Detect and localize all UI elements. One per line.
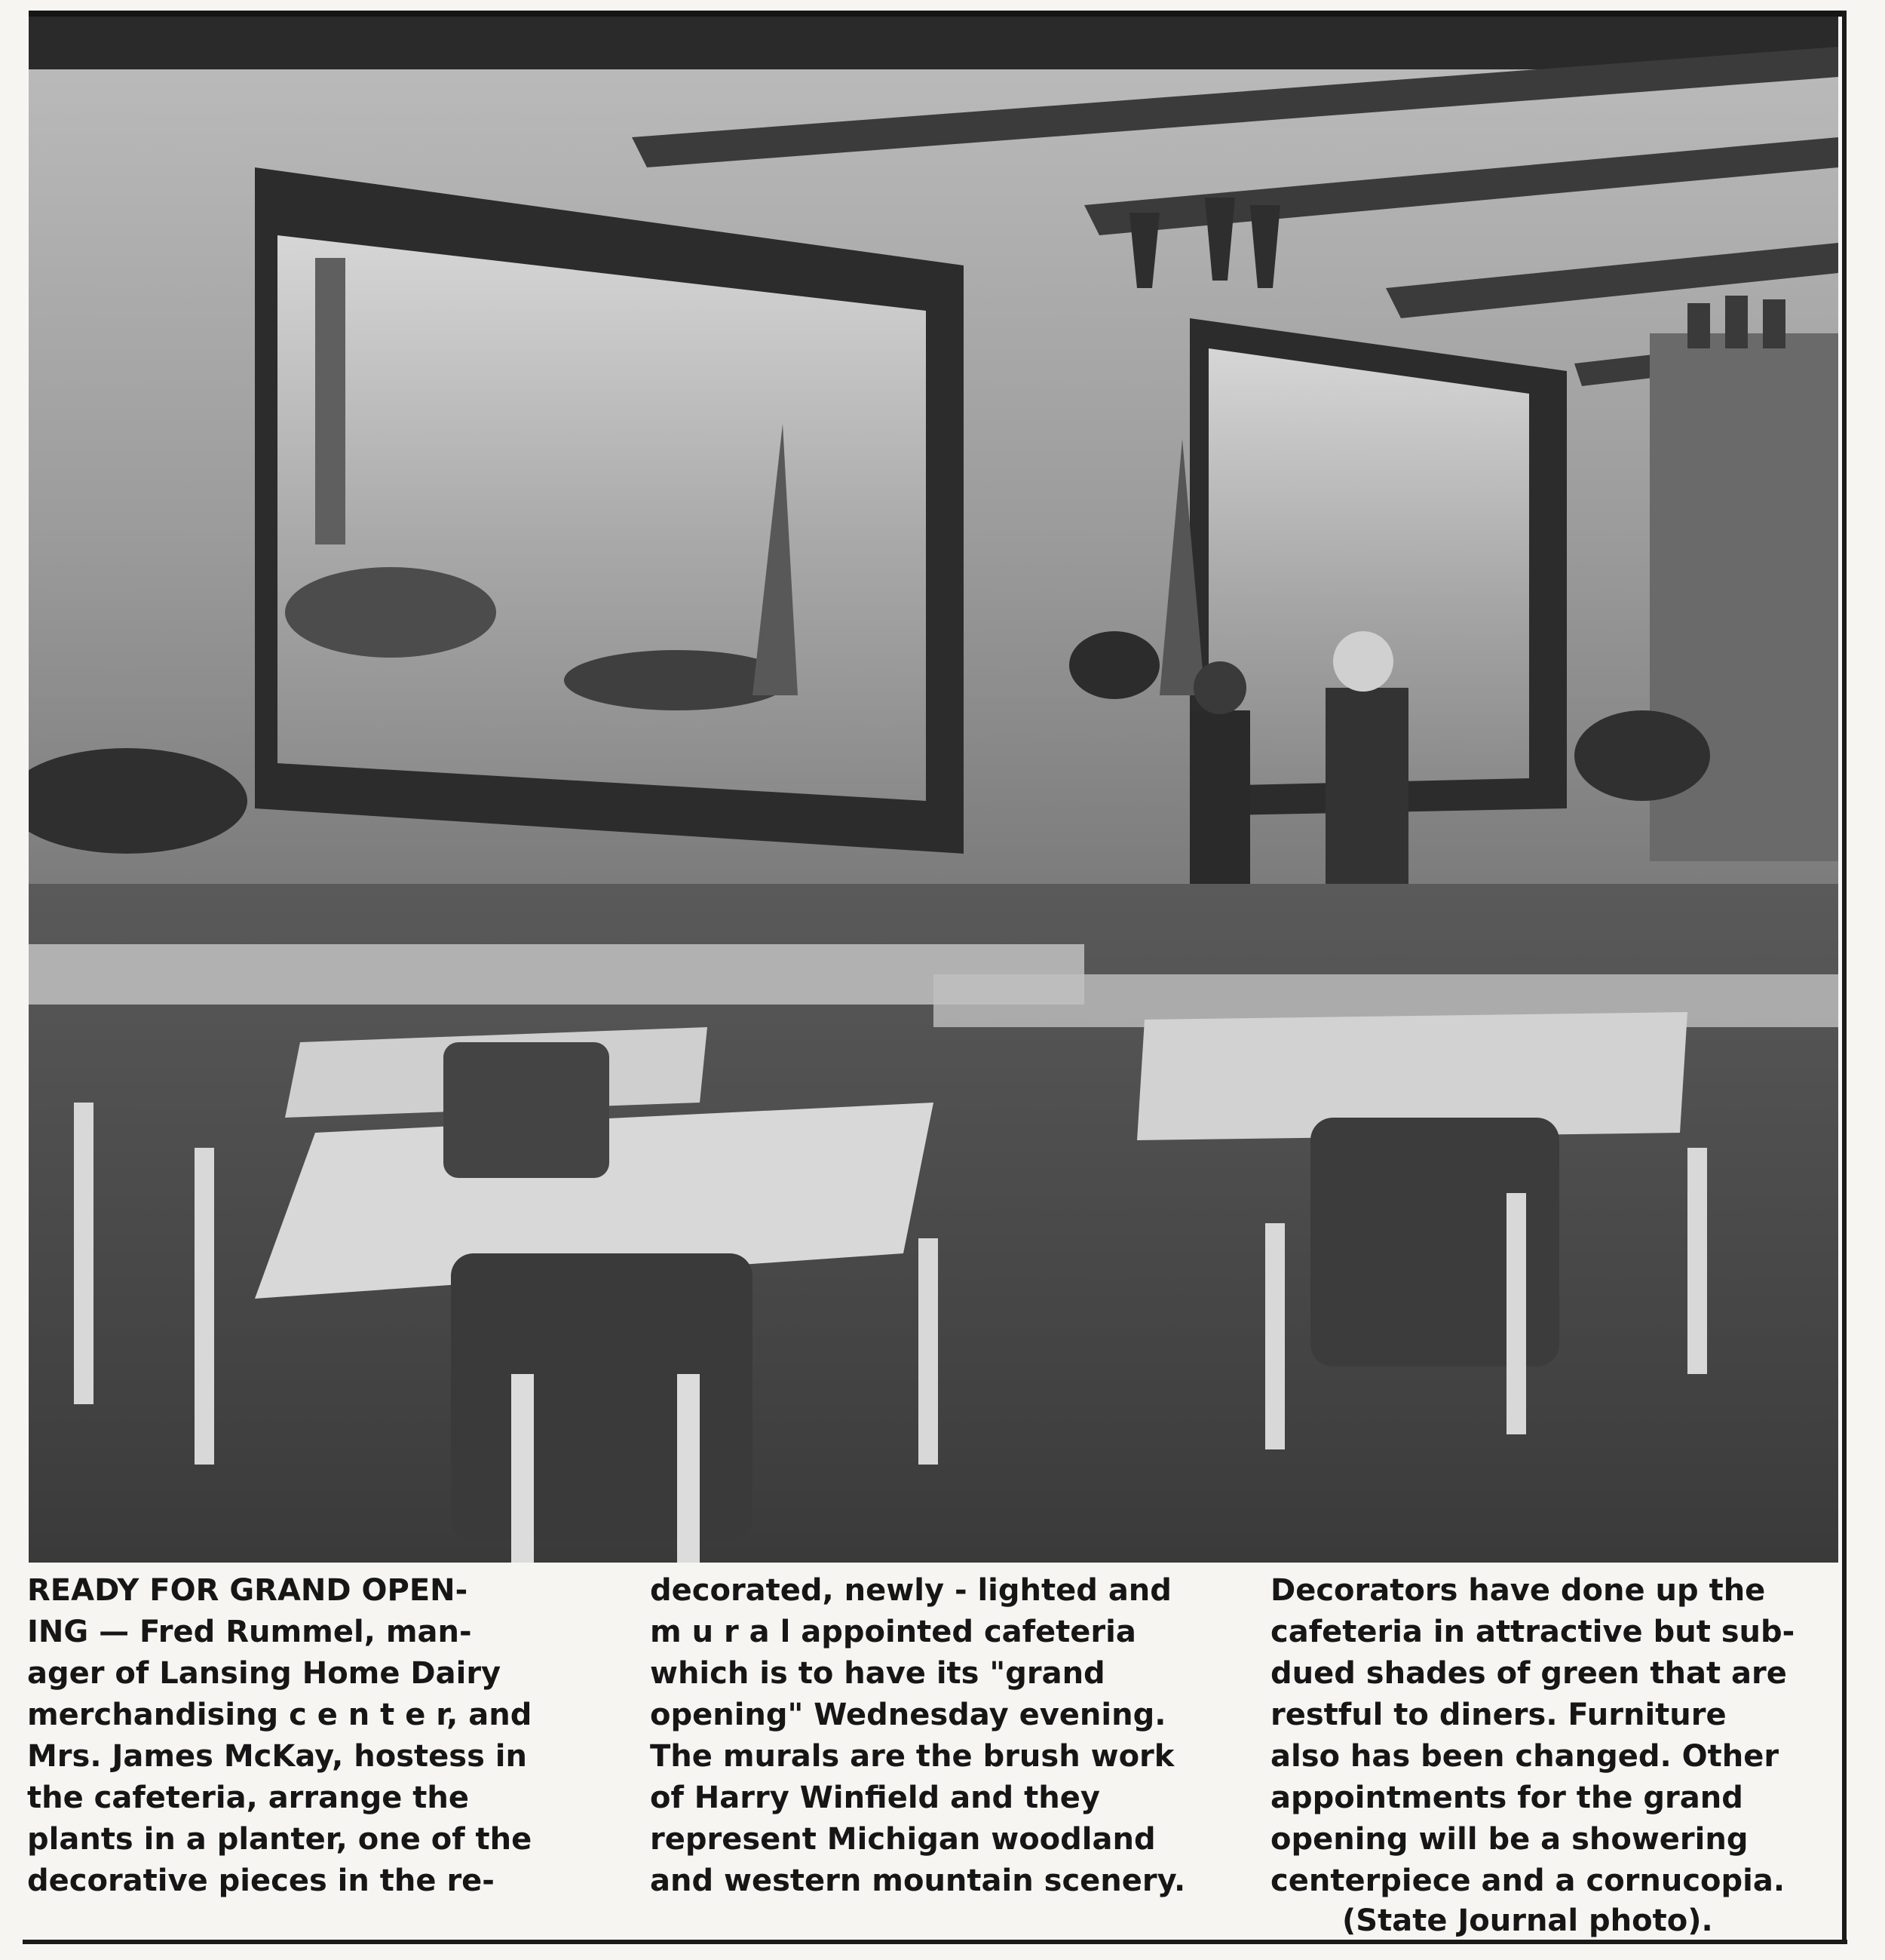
caption-column-1: READY FOR GRAND OPEN- ING — Fred Rummel, man- ager of Lansing Home Dairy merchandising c e n t e r, and Mrs. James McKay, hostess in the cafeteria, arrange the plants in a planter, one of the decorative pieces in the re-	[27, 1573, 532, 1898]
photo-credit: (State Journal photo).	[1342, 1903, 1713, 1938]
top-border-rule	[29, 11, 1842, 17]
bottom-border-rule	[23, 1940, 1847, 1944]
caption-column-3: Decorators have done up the cafeteria in attractive but sub- dued shades of green that are restful to diners. Furniture also has been changed. Other appointments for the grand opening will be a showering centerpiece and a cornucopia.	[1270, 1573, 1795, 1898]
caption-column-2: decorated, newly - lighted and m u r a l appointed cafeteria which is to have its "grand opening" Wednesday evening. The murals are the brush work of Harry Winfield and they represent Michigan woodland and western mountain scenery.	[650, 1573, 1186, 1898]
cafeteria-photo	[29, 17, 1838, 1563]
